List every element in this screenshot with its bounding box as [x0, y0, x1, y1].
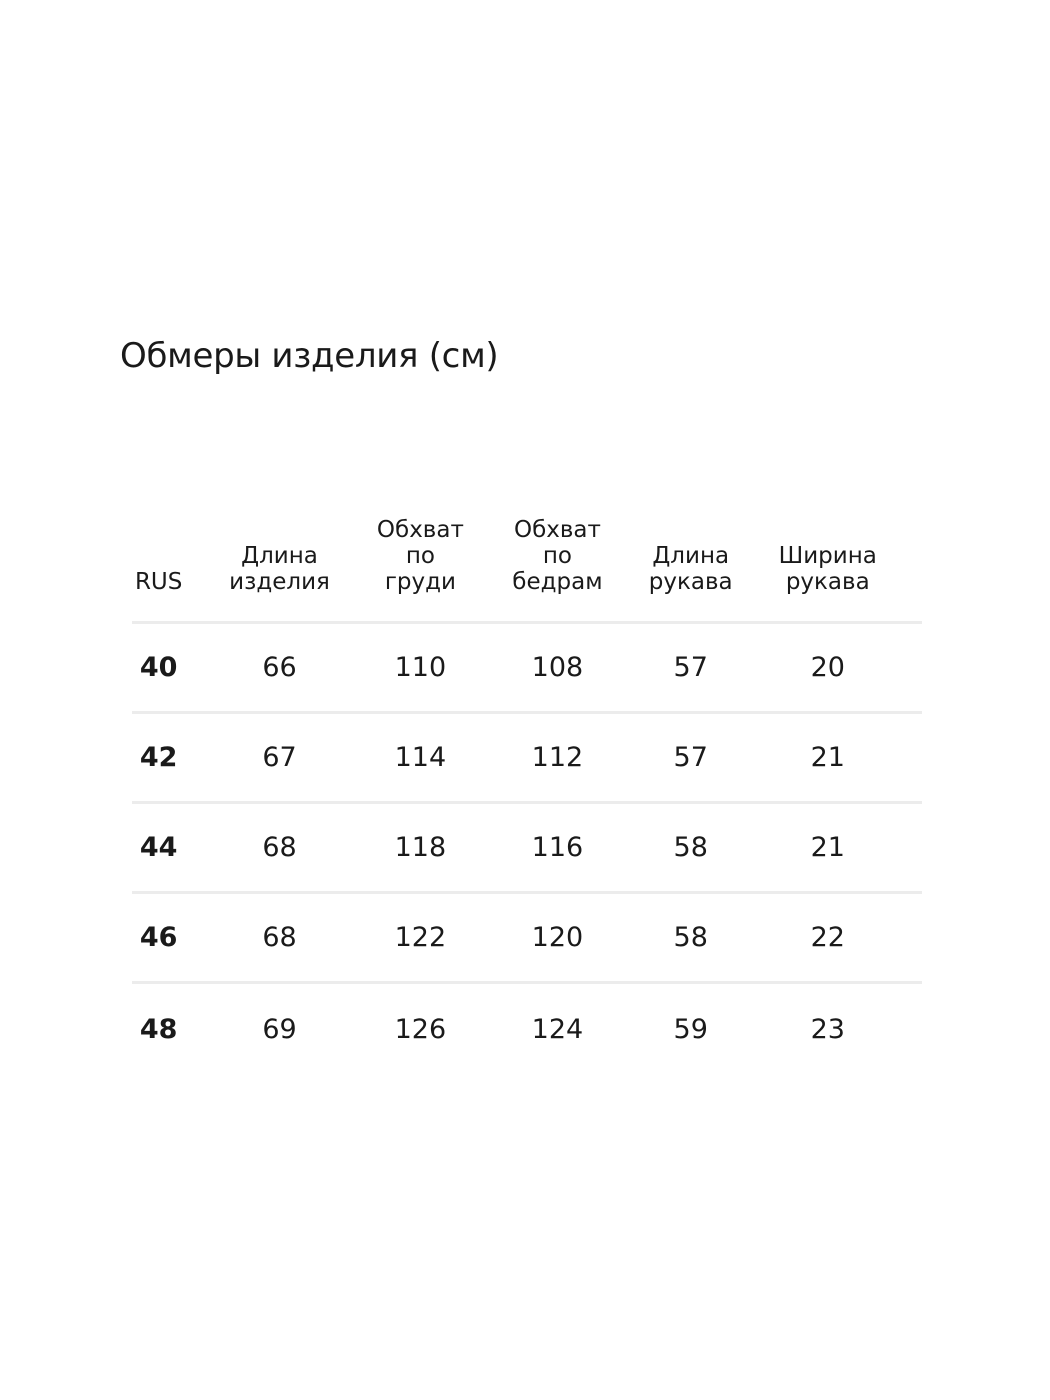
- cell-sleeve-length: 58: [673, 832, 708, 863]
- cell-sleeve-width: 22: [810, 922, 845, 953]
- cell-sleeve-width: 20: [810, 652, 845, 683]
- cell-sleeve-width: 23: [810, 1013, 845, 1045]
- cell-size: 44: [139, 832, 178, 863]
- cell-size: 48: [139, 1013, 178, 1045]
- cell-hips: 108: [531, 652, 584, 683]
- cell-length: 69: [262, 1013, 297, 1045]
- cell-chest: 122: [394, 922, 447, 953]
- header-sleeve-width: Ширина рукава: [778, 543, 877, 595]
- cell-size: 40: [139, 652, 178, 683]
- size-table: [132, 512, 922, 1074]
- cell-hips: 112: [531, 742, 584, 773]
- cell-chest: 126: [394, 1013, 447, 1045]
- cell-sleeve-length: 57: [673, 652, 708, 683]
- cell-chest: 118: [394, 832, 447, 863]
- header-length: Длина изделия: [229, 543, 330, 595]
- cell-sleeve-length: 57: [673, 742, 708, 773]
- cell-sleeve-width: 21: [810, 742, 845, 773]
- cell-hips: 120: [531, 922, 584, 953]
- cell-sleeve-length: 59: [673, 1013, 708, 1045]
- cell-size: 42: [139, 742, 178, 773]
- cell-size: 46: [139, 922, 178, 953]
- cell-hips: 124: [531, 1013, 584, 1045]
- cell-sleeve-width: 21: [810, 832, 845, 863]
- header-hips: Обхват по бедрам: [512, 517, 603, 595]
- header-chest: Обхват по груди: [376, 517, 464, 595]
- page-title: Обмеры изделия (см): [120, 336, 499, 376]
- cell-chest: 114: [394, 742, 447, 773]
- cell-length: 67: [262, 742, 297, 773]
- cell-sleeve-length: 58: [673, 922, 708, 953]
- header-size-rus: RUS: [134, 569, 183, 595]
- table-row: [132, 714, 922, 804]
- table-header: [132, 512, 922, 624]
- table-row: [132, 804, 922, 894]
- table-row: [132, 894, 922, 984]
- table-row: [132, 624, 922, 714]
- cell-chest: 110: [394, 652, 447, 683]
- cell-hips: 116: [531, 832, 584, 863]
- header-sleeve-length: Длина рукава: [648, 543, 733, 595]
- cell-length: 68: [262, 832, 297, 863]
- cell-length: 66: [262, 652, 297, 683]
- table-row: [132, 984, 922, 1074]
- cell-length: 68: [262, 922, 297, 953]
